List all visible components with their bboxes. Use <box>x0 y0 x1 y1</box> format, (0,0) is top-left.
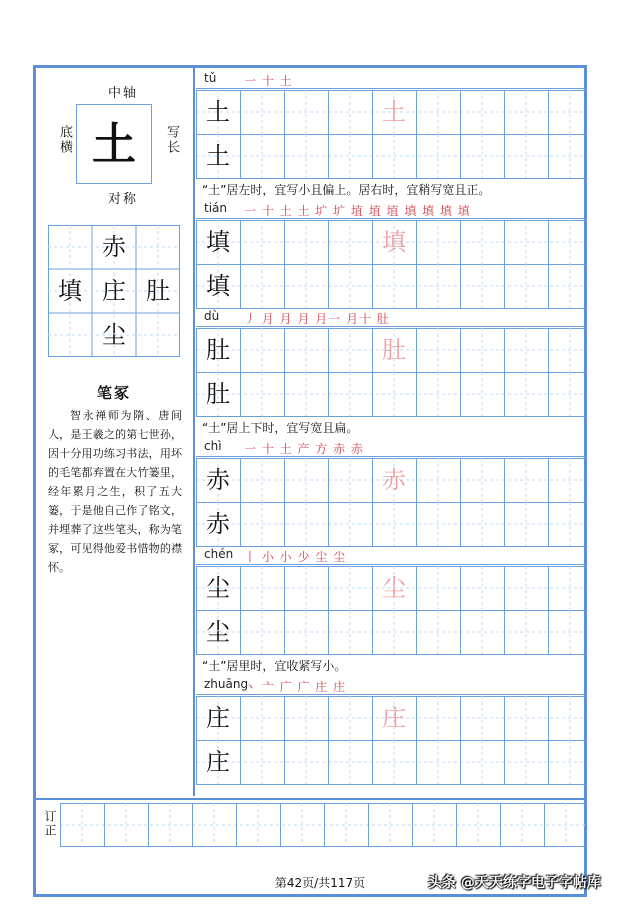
pinyin: chén <box>204 547 234 561</box>
pinyin-baseline <box>196 218 586 219</box>
layout-note: “土”居上下时，宜写宽且扁。 <box>202 421 359 435</box>
trace-char: 尘 <box>382 574 406 602</box>
model-char: 赤 <box>206 510 230 538</box>
page-number: 第42页/共117页 <box>274 876 366 890</box>
pinyin: dù <box>204 309 220 323</box>
pinyin-baseline <box>196 456 586 457</box>
stroke-order: 丨 小 小 少 尘 尘 <box>244 550 347 564</box>
trace-char: 赤 <box>382 466 406 494</box>
related-chars-grid <box>48 225 180 357</box>
trace-char: 土 <box>382 98 406 126</box>
model-char: 尘 <box>206 618 230 646</box>
axis-right-label: 写长 <box>164 125 179 155</box>
model-char: 赤 <box>206 466 230 494</box>
practice-grid-row[interactable] <box>196 502 586 547</box>
correction-divider <box>36 798 584 800</box>
related-char-bottom: 尘 <box>102 321 126 349</box>
main-char: 土 <box>92 119 136 170</box>
stroke-order: 丶 亠 广 广 庄 庄 <box>244 680 347 694</box>
related-char-top: 赤 <box>102 233 126 261</box>
model-char: 土 <box>206 142 230 170</box>
pinyin: zhuāng <box>204 677 249 691</box>
model-char: 庄 <box>206 704 230 732</box>
model-char: 土 <box>206 98 230 126</box>
practice-grid-row[interactable] <box>196 610 586 655</box>
column-divider <box>193 68 195 796</box>
stroke-order: 一 十 土 产 方 赤 赤 <box>244 442 364 456</box>
stroke-order: 一 十 土 <box>244 74 293 88</box>
pinyin: chì <box>204 439 222 453</box>
related-char-right: 肚 <box>146 277 170 305</box>
correction-grid[interactable] <box>60 803 586 847</box>
watermark: 头条 @天天练字电子字帖库 <box>428 875 601 891</box>
related-char-left: 填 <box>58 277 82 305</box>
layout-note: “土”居里时，宜收紧写小。 <box>202 659 347 673</box>
model-char: 尘 <box>206 574 230 602</box>
trace-char: 填 <box>382 228 406 256</box>
model-char: 庄 <box>206 748 230 776</box>
pinyin-baseline <box>196 88 586 89</box>
pinyin-baseline <box>196 564 586 565</box>
stroke-order: 丿 月 月 月 月一 月十 肚 <box>244 312 390 326</box>
practice-grid-row[interactable] <box>196 134 586 179</box>
axis-left-label: 底横 <box>57 125 72 155</box>
model-char: 肚 <box>206 336 230 364</box>
stroke-order: 一 十 土 土 圹 圹 埴 埴 埴 填 填 填 填 <box>244 204 471 218</box>
trace-char: 庄 <box>382 704 406 732</box>
pinyin-baseline <box>196 326 586 327</box>
story-title: 笔冢 <box>96 384 131 402</box>
pinyin-baseline <box>196 694 586 695</box>
practice-grid-row[interactable] <box>196 372 586 417</box>
practice-grid-row[interactable] <box>196 740 586 785</box>
practice-grid-row[interactable] <box>196 264 586 309</box>
model-char: 填 <box>206 228 230 256</box>
layout-note: “土”居左时，宜写小且偏上。居右时，宜稍写宽且正。 <box>202 183 491 197</box>
related-char-center: 庄 <box>102 277 126 305</box>
model-char: 填 <box>206 272 230 300</box>
model-char: 肚 <box>206 380 230 408</box>
trace-char: 肚 <box>382 336 406 364</box>
pinyin: tǔ <box>204 71 217 85</box>
pinyin: tián <box>204 201 227 215</box>
correction-label: 订正 <box>43 810 57 838</box>
story-text: 智永禅师为隋、唐间人，是王羲之的第七世孙，因十分用功练习书法，用坏的毛笔都弃置在大竹篓里，经年累月之生，积了五大篓，于是他自己作了铭文，并埋葬了这些笔头，称为笔冢，可见得他爱书惜物的襟怀。 <box>48 409 182 574</box>
axis-bottom-label: 对称 <box>107 192 138 207</box>
main-char-box <box>76 104 152 184</box>
axis-top-label: 中轴 <box>107 86 138 101</box>
